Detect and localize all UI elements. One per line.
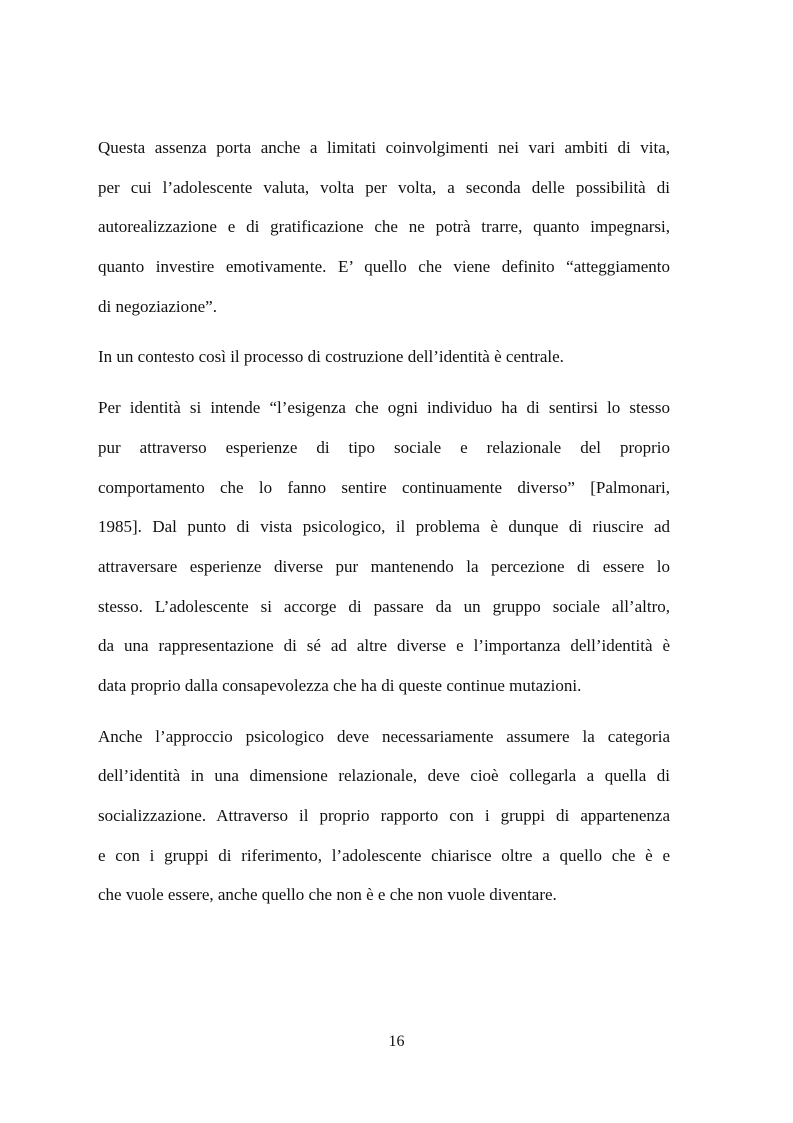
- paragraph-4: [98, 717, 670, 915]
- text-line: da una rappresentazione di sé ad altre diverse e l’importanza dell’identità è: [98, 636, 670, 656]
- text-line: Anche l’approccio psicologico deve necessariamente assumere la categoria: [98, 726, 670, 746]
- document-body: [98, 128, 670, 926]
- text-line: che vuole essere, anche quello che non è e che non vuole diventare.: [98, 885, 557, 905]
- text-line: per cui l’adolescente valuta, volta per volta, a seconda delle possibilità di: [98, 177, 670, 197]
- text-line: quanto investire emotivamente. E’ quello che viene definito “atteggiamento: [98, 257, 670, 277]
- text-line: Questa assenza porta anche a limitati coinvolgimenti nei vari ambiti di vita,: [98, 138, 670, 157]
- text-line: data proprio dalla consapevolezza che ha di queste continue mutazioni.: [98, 675, 582, 695]
- paragraph-2: [98, 337, 670, 377]
- text-line: e con i gruppi di riferimento, l’adolescente chiarisce oltre a quello che è e: [98, 845, 670, 865]
- paragraph-1: [98, 128, 670, 326]
- text-line: In un contesto così il processo di costruzione dell’identità è centrale.: [98, 347, 564, 367]
- text-line: pur attraverso esperienze di tipo sociale e relazionale del proprio: [98, 437, 670, 457]
- text-line: 1985]. Dal punto di vista psicologico, il problema è dunque di riuscire ad: [98, 517, 670, 537]
- page-number: 16: [388, 1033, 405, 1050]
- text-line: comportamento che lo fanno sentire continuamente diverso” [Palmonari,: [98, 477, 670, 497]
- paragraph-3: [98, 388, 670, 706]
- text-line: dell’identità in una dimensione relazionale, deve cioè collegarla a quella di: [98, 766, 670, 786]
- text-line: autorealizzazione e di gratificazione che ne potrà trarre, quanto impegnarsi,: [98, 217, 670, 237]
- text-line: attraversare esperienze diverse pur mantenendo la percezione di essere lo: [98, 556, 670, 576]
- text-line: stesso. L’adolescente si accorge di passare da un gruppo sociale all’altro,: [98, 596, 670, 616]
- text-line: socializzazione. Attraverso il proprio rapporto con i gruppi di appartenenza: [98, 806, 670, 825]
- text-line: Per identità si intende “l’esigenza che ogni individuo ha di sentirsi lo stesso: [98, 398, 670, 418]
- text-line: di negoziazione”.: [98, 296, 217, 316]
